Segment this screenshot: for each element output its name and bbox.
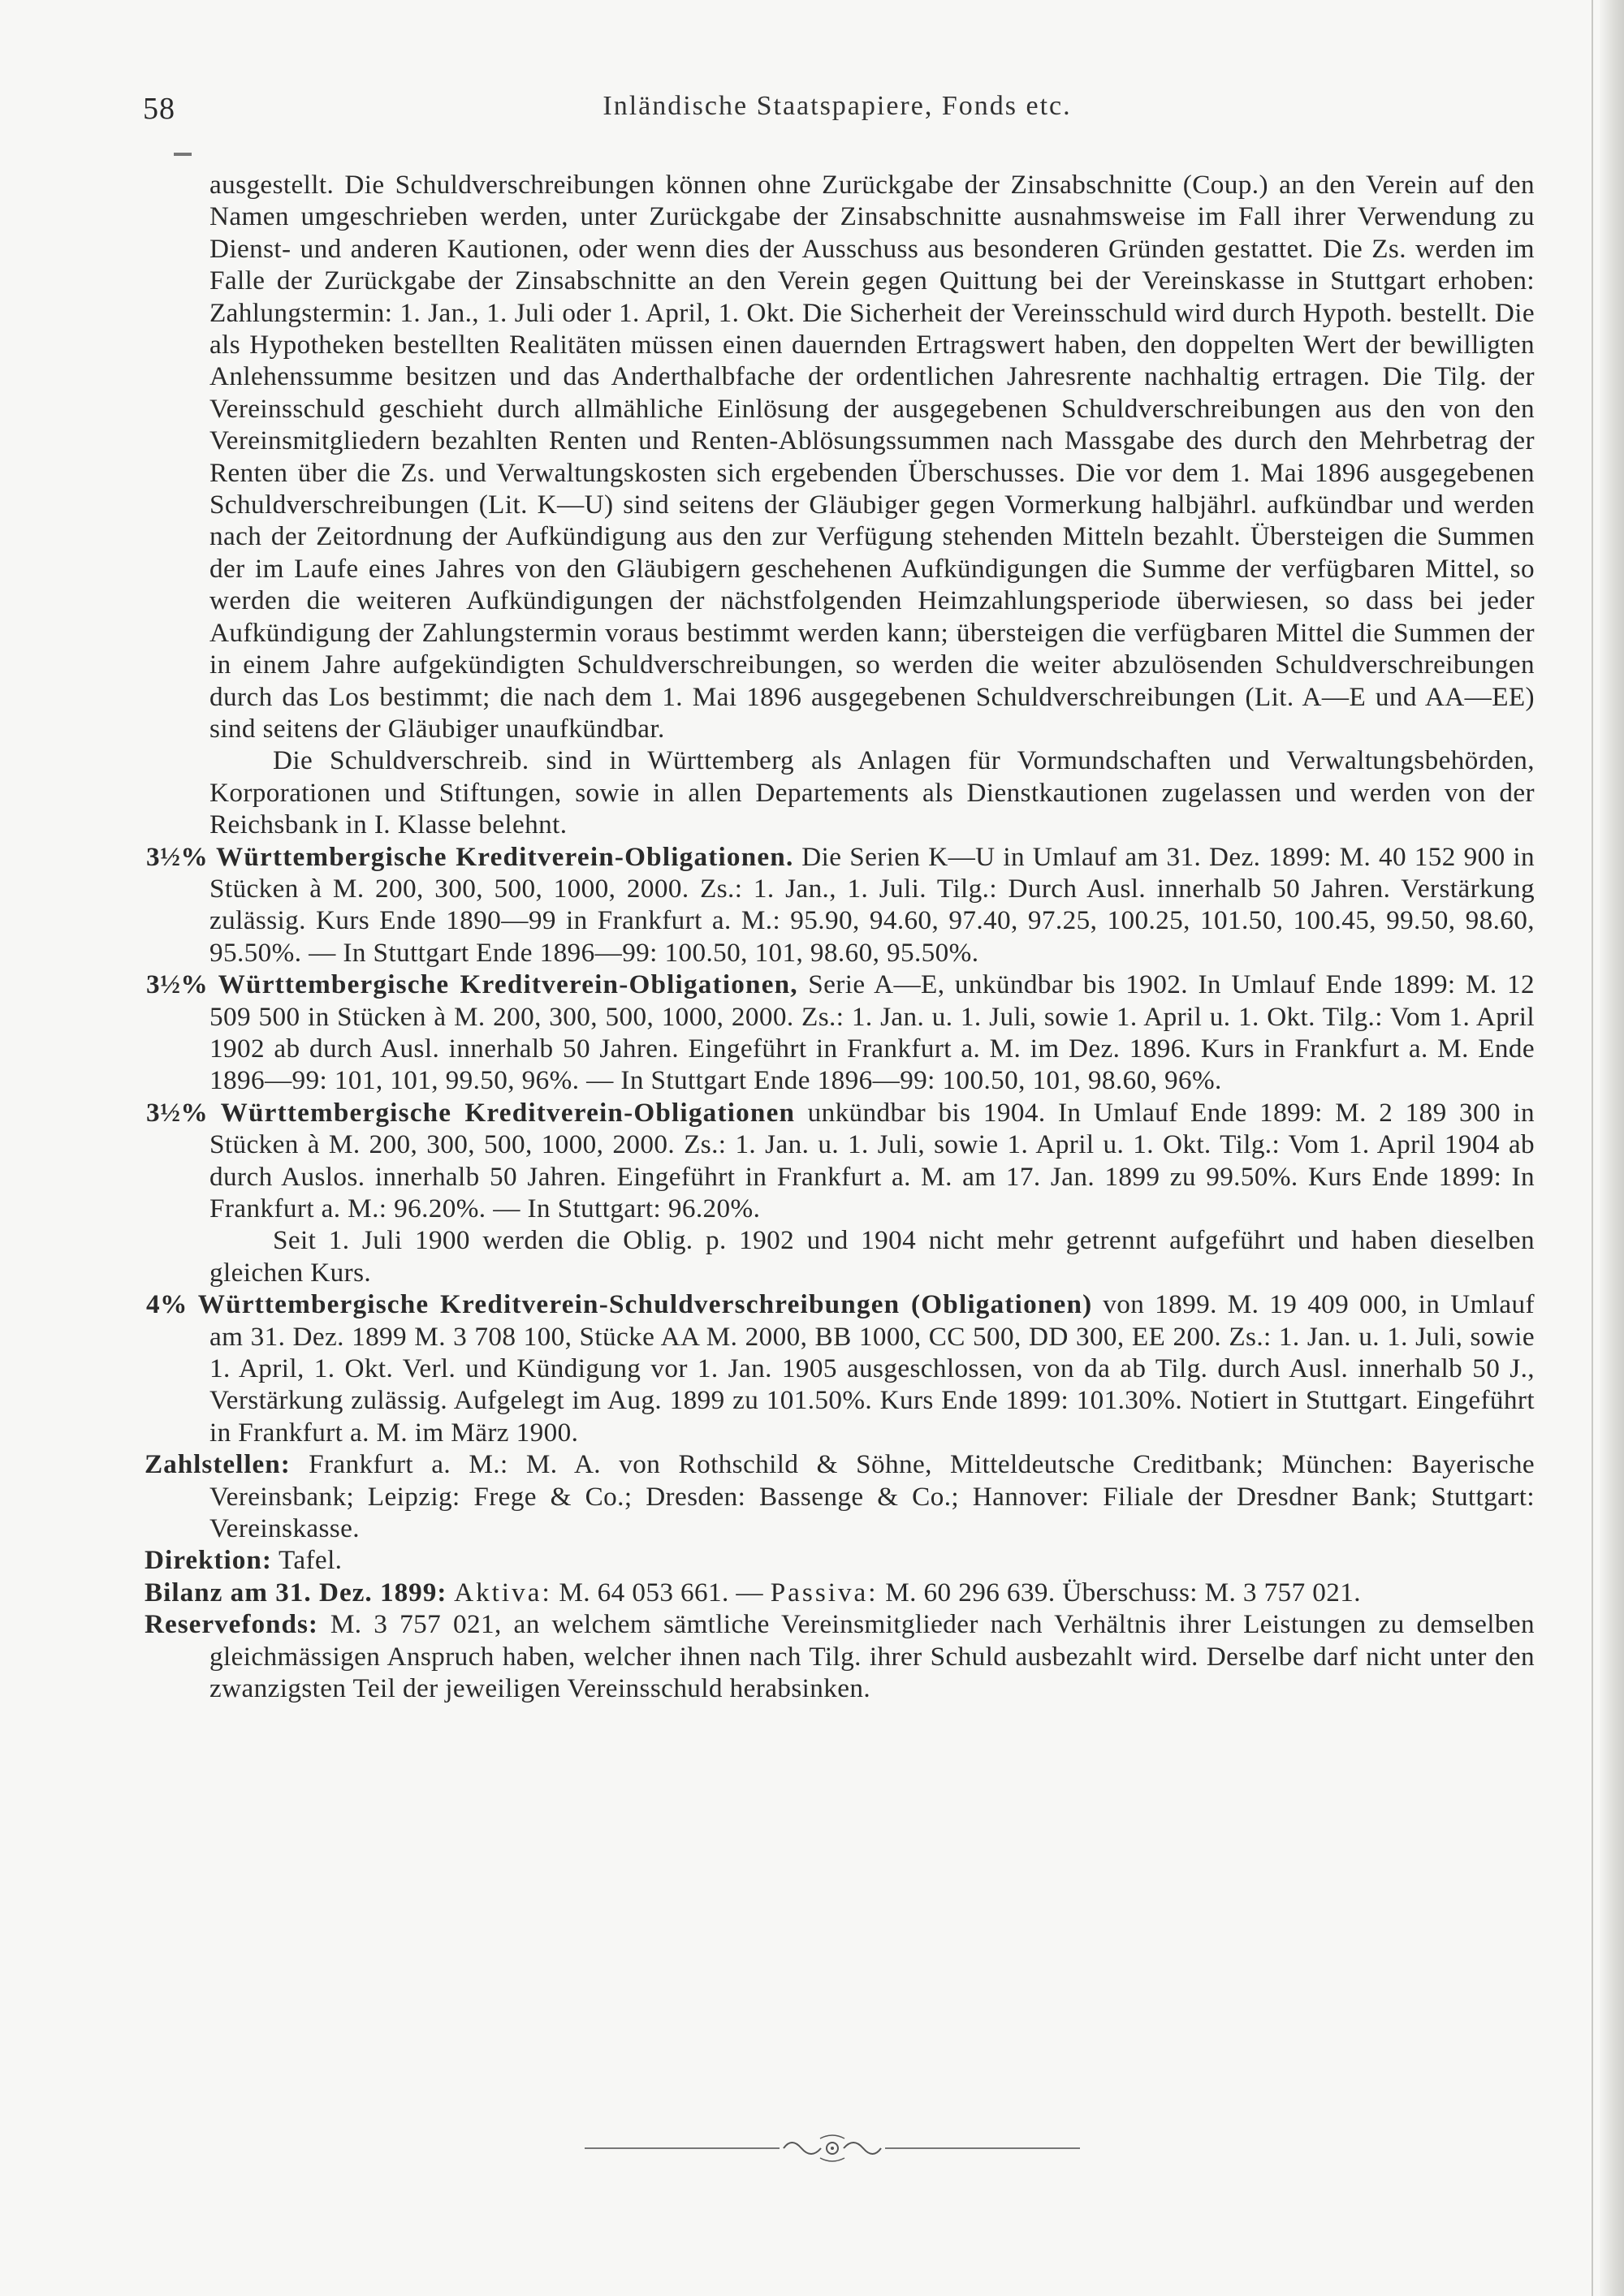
entry-title: Württembergische Kreditverein-Obligationen, <box>218 969 798 1000</box>
entry-kreditverein-2 <box>146 969 1535 1097</box>
entry-reservefonds <box>145 1608 1535 1704</box>
passiva-label: Passiva: <box>770 1577 879 1608</box>
section-text: M. 3 757 021, an welchem sämtliche Vereinsmitglieder nach Verhältnis ihrer Leistungen zu demselben gleichmässigen Anspruch haben, welcher ihnen nach Tilg. ihrer Schuld ausbezahlt wird. Derselbe darf nicht unter den zwanzigsten Teil der jeweiligen Vereinsschuld herabsinken. <box>209 1609 1535 1704</box>
running-title: Inländische Staatspapiere, Fonds etc. <box>603 91 1072 121</box>
aktiva-label: Aktiva: <box>454 1577 552 1608</box>
entry-schuldverschreibungen <box>146 1288 1535 1448</box>
entry-kreditverein-3 <box>146 1097 1535 1225</box>
section-text: Frankfurt a. M.: M. A. von Rothschild & Söhne, Mitteldeutsche Creditbank; München: Bayerische Vereinsbank; Leipzig: Frege & Co.; Dresden: Bassenge & Co.; Hannover: Filiale der Dresdner Bank; Stuttgart: Vereinskasse. <box>209 1449 1535 1544</box>
paragraph-legal-status: Die Schuldverschreib. sind in Württemberg als Anlagen für Vormundschaften und Verwaltungsbehörden, Korporationen und Stiftungen, sowie in allen Departements als Dienstkautionen zugelassen und werden von der Reichsbank in I. Klasse belehnt. <box>209 745 1535 840</box>
section-text: Tafel. <box>279 1545 343 1576</box>
entry-title: Württembergische Kreditverein-Obligationen <box>220 1097 796 1128</box>
margin-mark <box>174 153 192 156</box>
section-label: Direktion: <box>145 1545 272 1576</box>
page-edge-line <box>1592 0 1593 2296</box>
flourish-divider-icon <box>585 2132 1080 2164</box>
section-label: Bilanz am 31. Dez. 1899: <box>145 1577 447 1608</box>
interest-rate: 3½% <box>146 969 209 1000</box>
interest-rate: 3½% <box>146 1097 209 1128</box>
entry-text: unkündbar bis 1904. In Umlauf Ende 1899: M. 2 189 300 in Stücken à M. 200, 300, 500, 1000, 2000. Zs.: 1. Jan. u. 1. Juli, sowie 1. April u. 1. Okt. Tilg.: Vom 1. April 1904 ab durch Auslos. innerhalb 50 Jahren. Eingeführt in Frankfurt a. M. am 17. Jan. 1899 zu 99.50%. Kurs Ende 1899: In Frankfurt a. M.: 96.20%. — In Stuttgart: 96.20%. <box>209 1097 1535 1224</box>
interest-rate: 4% <box>146 1289 188 1320</box>
page-number: 58 <box>143 92 175 126</box>
entry-bilanz <box>145 1577 1535 1608</box>
entry-kreditverein-1 <box>146 841 1535 969</box>
paragraph-note: Seit 1. Juli 1900 werden die Oblig. p. 1902 und 1904 nicht mehr getrennt aufgeführt und haben dieselben gleichen Kurs. <box>209 1225 1535 1288</box>
entry-zahlstellen <box>145 1448 1535 1544</box>
page-header <box>143 91 1531 132</box>
interest-rate: 3½% <box>146 841 209 872</box>
entry-direktion <box>145 1544 1535 1576</box>
entry-text: Die Serien K—U in Umlauf am 31. Dez. 1899: M. 40 152 900 in Stücken à M. 200, 300, 500, 1000, 2000. Zs.: 1. Jan., 1. Juli. Tilg.: Durch Ausl. innerhalb 50 Jahren. Verstärkung zulässig. Kurs Ende 1890—99 in Frankfurt a. M.: 95.90, 94.60, 97.40, 97.25, 100.25, 101.50, 100.45, 99.50, 98.60, 95.50%. — In Stuttgart Ende 1896—99: 100.50, 101, 98.60, 95.50%. <box>209 841 1535 968</box>
entry-text: Serie A—E, unkündbar bis 1902. In Umlauf Ende 1899: M. 12 509 500 in Stücken à M. 200, 300, 500, 1000, 2000. Zs.: 1. Jan. u. 1. Juli, sowie 1. April u. 1. Okt. Tilg.: Vom 1. April 1902 ab durch Ausl. innerhalb 50 Jahren. Eingeführt in Frankfurt a. M. im Dez. 1896. Kurs in Frankfurt a. M. Ende 1896—99: 101, 101, 99.50, 96%. — In Stuttgart Ende 1896—99: 100.50, 101, 98.60, 96%. <box>209 969 1535 1096</box>
page-edge-shadow <box>1600 0 1624 2296</box>
passiva-value: M. 60 296 639. Überschuss: M. 3 757 021. <box>885 1577 1361 1608</box>
entry-text: von 1899. M. 19 409 000, in Umlauf am 31. Dez. 1899 M. 3 708 100, Stücke AA M. 2000, BB 1000, CC 500, DD 300, EE 200. Zs.: 1. Jan. u. 1. Juli, sowie 1. April, 1. Okt. Verl. und Kündigung vor 1. Jan. 1905 ausgeschlossen, von da ab Tilg. durch Ausl. innerhalb 50 J., Verstärkung zulässig. Aufgelegt im Aug. 1899 zu 101.50%. Kurs Ende 1899: 101.30%. Notiert in Stuttgart. Eingeführt in Frankfurt a. M. im März 1900. <box>209 1289 1535 1448</box>
paragraph-terms: ausgestellt. Die Schuldverschreibungen können ohne Zurückgabe der Zinsabschnitte (Coup.) an den Verein auf den Namen umgeschrieben werden, unter Zurückgabe der Zinsabschnitte ausnahmsweise im Fall ihrer Verwendung zu Dienst- und anderen Kautionen, oder wenn dies der Ausschuss aus besonderen Gründen gestattet. Die Zs. werden im Falle der Zurückgabe der Zinsabschnitte an den Verein gegen Quittung bei der Vereinskasse in Stuttgart erhoben: Zahlungstermin: 1. Jan., 1. Juli oder 1. April, 1. Okt. Die Sicherheit der Vereinsschuld wird durch Hypoth. bestellt. Die als Hypotheken bestellten Realitäten müssen einen dauernden Ertragswert haben, den doppelten Wert der bewilligten Anlehenssumme besitzen und das Anderthalbfache der ordentlichen Jahresrente nachhaltig ertragen. Die Tilg. der Vereinsschuld geschieht durch allmähliche Einlösung der ausgegebenen Schuldverschreibungen aus den von den Vereinsmitgliedern bezahlten Renten und Renten-Ablösungssummen nach Massgabe des durch den Mehrbetrag der Renten über die Zs. und Verwaltungskosten sich ergebenden Überschusses. Die vor dem 1. Mai 1896 ausgegebenen Schuldverschreibungen (Lit. K—U) sind seitens der Gläubiger gegen Vormerkung halbjährl. aufkündbar und werden nach der Zeitordnung der Aufkündigung aus den zur Verfügung stehenden Mitteln bezahlt. Übersteigen die Summen der im Laufe eines Jahres von den Gläubigern geschehenen Aufkündigungen die Summe der verfügbaren Mittel, so werden die weiteren Aufkündigungen der nächstfolgenden Heimzahlungsperiode überwiesen, so dass bei jeder Aufkündigung der Zahlungstermin voraus bestimmt werden kann; übersteigen die verfügbaren Mittel die Summen der in einem Jahre aufgekündigten Schuldverschreibungen, so werden die weiter abzulösenden Schuldverschreibungen durch das Los bestimmt; die nach dem 1. Mai 1896 ausgegebenen Schuldverschreibungen (Lit. A—E und AA—EE) sind seitens der Gläubiger unaufkündbar. <box>209 170 1535 744</box>
document-body <box>145 169 1535 1705</box>
section-label: Zahlstellen: <box>145 1449 291 1480</box>
entry-title: Württembergische Kreditverein-Schuldverschreibungen (Obligationen) <box>197 1289 1093 1320</box>
entry-title: Württembergische Kreditverein-Obligationen. <box>216 841 794 872</box>
aktiva-value: M. 64 053 661. — <box>559 1577 764 1608</box>
section-label: Reservefonds: <box>145 1609 318 1640</box>
